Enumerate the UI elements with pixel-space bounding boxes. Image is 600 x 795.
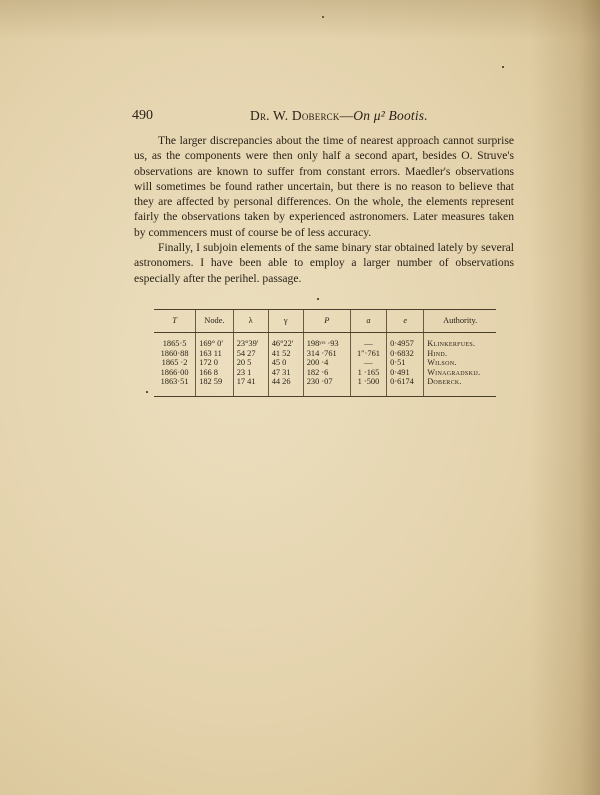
cell-e: 0·491 xyxy=(387,368,424,378)
table-bottom-rule xyxy=(154,392,496,397)
cell-authority: Klinkerfues. xyxy=(424,339,496,349)
cell-t: 1860·88 xyxy=(160,348,189,358)
cell-t: 1865 ·2 xyxy=(161,358,188,368)
table-row xyxy=(154,377,496,392)
cell-node: 182 59 xyxy=(196,377,234,392)
column-header-node: Node. xyxy=(196,310,234,333)
running-header xyxy=(132,108,516,128)
cell-authority: Doberck. xyxy=(424,377,496,392)
running-title xyxy=(250,108,428,124)
paper-speck xyxy=(317,298,319,300)
column-header-authority: Authority. xyxy=(424,310,496,333)
cell-gamma: 47 31 xyxy=(268,368,303,378)
column-header-lambda: λ xyxy=(233,310,268,333)
column-header-gamma: γ xyxy=(268,310,303,333)
cell-lambda: 17 41 xyxy=(233,377,268,392)
column-header-p: P xyxy=(303,310,350,333)
cell-a: 1 ·500 xyxy=(350,377,386,392)
cell-e: 0·6174 xyxy=(387,377,424,392)
cell-authority: Hind. xyxy=(424,349,496,359)
cell-a: 1 ·165 xyxy=(350,368,386,378)
table-row xyxy=(154,368,496,378)
column-header-e: e xyxy=(387,310,424,333)
cell-t: 1863·51 xyxy=(160,377,189,387)
paragraph: The larger discrepancies about the time of nearest approach cannot surprise us, as the components were then only half a second apart, besides O. Struve's observations are known to suffer from constant errors. Maedler's observations will sometimes be found rather uncertain, but there is no reason to believe that they are affected by personal differences. On the whole, the elements represent fairly the observations taken by experienced astronomers. Later measures taken by commencers must of course be of less accuracy. xyxy=(134,134,514,239)
cell-lambda: 23°39′ xyxy=(233,339,268,349)
cell-p: 200 ·4 xyxy=(303,358,350,368)
cell-a: — xyxy=(350,358,386,368)
table-row xyxy=(154,358,496,368)
cell-node: 172 0 xyxy=(196,358,234,368)
cell-t: 1866·00 xyxy=(160,367,189,377)
cell-gamma: 45 0 xyxy=(268,358,303,368)
title-separator: — xyxy=(339,108,354,123)
cell-a: 1″·761 xyxy=(350,349,386,359)
cell-lambda: 20 5 xyxy=(233,358,268,368)
cell-lambda: 23 1 xyxy=(233,368,268,378)
table-row xyxy=(154,349,496,359)
column-header-a: a xyxy=(350,310,386,333)
cell-lambda: 54 27 xyxy=(233,349,268,359)
article-title: On μ² Bootis. xyxy=(353,108,428,123)
cell-p: 314 ·761 xyxy=(303,349,350,359)
cell-p: 198ʸʳˢ ·93 xyxy=(303,339,350,349)
cell-authority: Winagradskij. xyxy=(424,368,496,378)
cell-node: 166 8 xyxy=(196,368,234,378)
table-row xyxy=(154,339,496,349)
cell-a: — xyxy=(350,339,386,349)
cell-gamma: 46°22′ xyxy=(268,339,303,349)
cell-e: 0·51 xyxy=(387,358,424,368)
cell-node: 163 11 xyxy=(196,349,234,359)
cell-node: 169° 0′ xyxy=(196,339,234,349)
orbital-elements-table xyxy=(154,309,496,397)
cell-e: 0·4957 xyxy=(387,339,424,349)
paper-speck xyxy=(322,16,324,18)
table-header-row xyxy=(154,310,496,333)
page-number: 490 xyxy=(132,108,153,123)
column-header-t: T xyxy=(154,310,196,333)
cell-p: 230 ·07 xyxy=(303,377,350,392)
cell-gamma: 44 26 xyxy=(268,377,303,392)
cell-authority: Wilson. xyxy=(424,358,496,368)
paper-speck xyxy=(502,66,504,68)
cell-gamma: 41 52 xyxy=(268,349,303,359)
cell-e: 0·6832 xyxy=(387,349,424,359)
cell-p: 182 ·6 xyxy=(303,368,350,378)
body-text xyxy=(134,133,514,286)
cell-t: 1865·5 xyxy=(162,339,187,348)
paragraph: Finally, I subjoin elements of the same binary star obtained lately by several astronomers. I have been able to employ a larger number of observations especially after the perihel. passage. xyxy=(134,241,514,285)
paper-speck xyxy=(146,391,148,393)
author-name: Dr. W. Doberck xyxy=(250,108,340,123)
